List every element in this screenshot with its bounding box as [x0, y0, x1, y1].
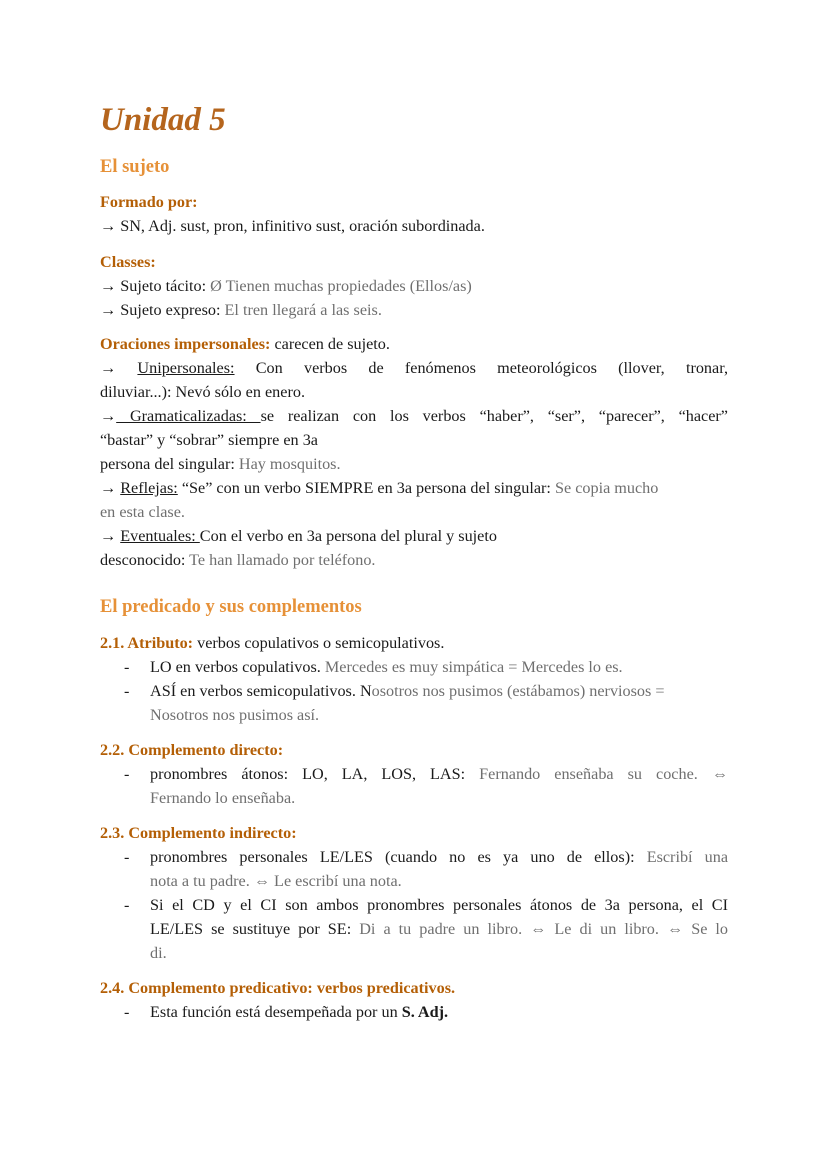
classes-label: Classes: [100, 253, 156, 271]
list-item-continuation: nota a tu padre. ⇔ Le escribí una nota. [150, 872, 402, 890]
section-heading-predicado: El predicado y sus complementos [100, 597, 362, 617]
impersonales-intro: Oraciones impersonales: carecen de sujeto. [100, 335, 390, 353]
list-item-continuation: di. [150, 944, 167, 962]
gramaticalizadas-line-1: → Gramaticalizadas: se realizan con los verbos “haber”, “ser”, “parecer”, “hacer” [100, 407, 728, 425]
reflejas-line-2: en esta clase. [100, 503, 185, 521]
reflejas-line-1: → Reflejas: “Se” con un verbo SIEMPRE en 3a persona del singular: Se copia mucho [100, 479, 659, 497]
list-dash: - [124, 658, 130, 676]
unipersonales-line-2: diluviar...): Nevó sólo en enero. [100, 383, 305, 401]
eventuales-line-2: desconocido: Te han llamado por teléfono. [100, 551, 376, 569]
list-dash: - [124, 848, 130, 866]
list-item: ASÍ en verbos semicopulativos. Nosotros nos pusimos (estábamos) nerviosos = [150, 682, 665, 700]
gramaticalizadas-line-2: “bastar” y “sobrar” siempre en 3a [100, 431, 318, 449]
atributo-heading: 2.1. Atributo: verbos copulativos o semicopulativos. [100, 634, 445, 652]
unipersonales-line-1: → Unipersonales: Con verbos de fenómenos meteorológicos (llover, tronar, [100, 359, 728, 377]
section-heading-sujeto: El sujeto [100, 157, 170, 177]
list-item-continuation: Fernando lo enseñaba. [150, 789, 296, 807]
sujeto-tacito-line: → Sujeto tácito: Ø Tienen muchas propiedades (Ellos/as) [100, 277, 472, 295]
formado-label: Formado por: [100, 193, 198, 211]
ci-heading: 2.3. Complemento indirecto: [100, 824, 297, 842]
sujeto-expreso-line: → Sujeto expreso: El tren llegará a las seis. [100, 301, 382, 319]
page-title: Unidad 5 [100, 102, 226, 138]
list-dash: - [124, 1003, 130, 1021]
cpred-heading: 2.4. Complemento predicativo: verbos predicativos. [100, 979, 456, 997]
list-dash: - [124, 765, 130, 783]
list-item-continuation: Nosotros nos pusimos así. [150, 706, 320, 724]
list-item: Si el CD y el CI son ambos pronombres personales átonos de 3a persona, el CI [150, 896, 728, 914]
list-item: pronombres átonos: LO, LA, LOS, LAS: Fernando enseñaba su coche. ⇔ [150, 765, 729, 783]
cd-heading: 2.2. Complemento directo: [100, 741, 284, 759]
list-item-continuation: LE/LES se sustituye por SE: Di a tu padre un libro. ⇔ Le di un libro. ⇔ Se lo [150, 920, 729, 938]
list-dash: - [124, 682, 130, 700]
list-item: Esta función está desempeñada por un S. Adj. [150, 1003, 449, 1021]
list-dash: - [124, 896, 130, 914]
eventuales-line-1: → Eventuales: Con el verbo en 3a persona del plural y sujeto [100, 527, 497, 545]
formado-line: → SN, Adj. sust, pron, infinitivo sust, oración subordinada. [100, 217, 485, 235]
gramaticalizadas-line-3: persona del singular: Hay mosquitos. [100, 455, 341, 473]
list-item: pronombres personales LE/LES (cuando no es ya uno de ellos): Escribí una [150, 848, 728, 866]
list-item: LO en verbos copulativos. Mercedes es muy simpática = Mercedes lo es. [150, 658, 623, 676]
